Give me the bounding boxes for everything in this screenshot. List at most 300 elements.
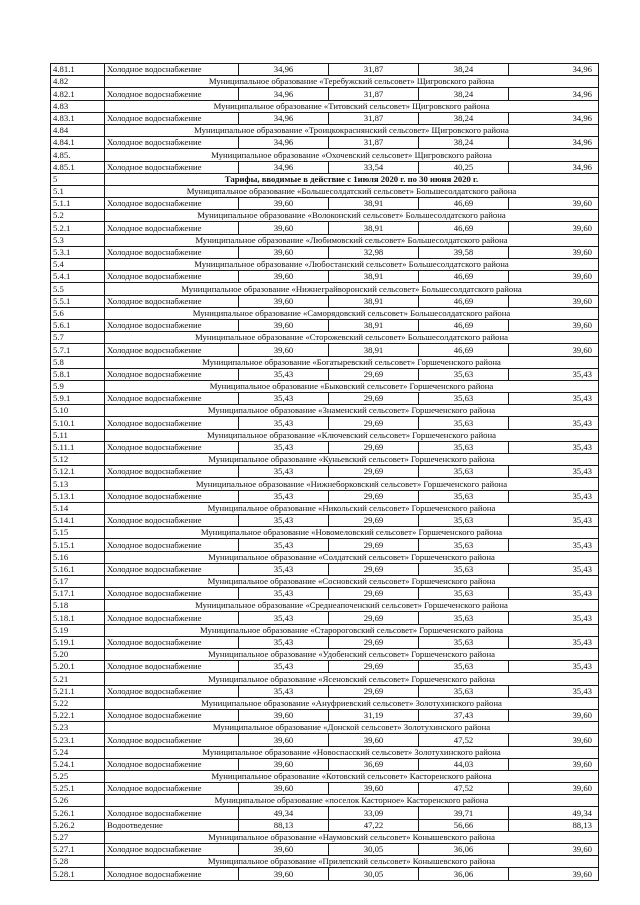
tariff-value-2: 29,69	[329, 466, 419, 478]
municipality-name: Муниципальное образование «Теребужский сельсовет» Щигровского района	[105, 76, 599, 88]
tariff-value-4: 34,96	[509, 161, 599, 173]
tariff-value-3: 35,63	[419, 466, 509, 478]
municipality-row	[51, 722, 599, 734]
tariff-row	[51, 137, 599, 149]
tariff-value-3: 39,71	[419, 807, 509, 819]
tariff-value-3: 56,66	[419, 819, 509, 831]
tariff-value-4: 39,60	[509, 734, 599, 746]
municipality-row	[51, 856, 599, 868]
tariff-value-1: 35,43	[239, 393, 329, 405]
tariff-value-1: 35,43	[239, 514, 329, 526]
row-number: 5.10	[51, 405, 105, 417]
municipality-row	[51, 380, 599, 392]
row-number: 5.7.1	[51, 344, 105, 356]
tariff-value-2: 38,91	[329, 344, 419, 356]
row-number: 5.5	[51, 283, 105, 295]
service-name: Холодное водоснабжение	[105, 295, 239, 307]
row-number: 5.16.1	[51, 563, 105, 575]
municipality-name: Муниципальное образование «Большесолдатский сельсовет» Большесолдатского района	[105, 185, 599, 197]
tariff-row	[51, 161, 599, 173]
tariff-value-1: 35,43	[239, 417, 329, 429]
tariff-row	[51, 685, 599, 697]
tariff-value-1: 34,96	[239, 112, 329, 124]
municipality-name: Муниципальное образование «Саморядовский сельсовет» Большесолдатского района	[105, 307, 599, 319]
tariff-value-4: 35,43	[509, 539, 599, 551]
tariff-row	[51, 783, 599, 795]
row-number: 5.13.1	[51, 490, 105, 502]
municipality-name: Муниципальное образование «Сосновский сельсовет» Горшеченского района	[105, 575, 599, 587]
tariff-value-1: 39,60	[239, 246, 329, 258]
tariff-value-2: 30,05	[329, 868, 419, 880]
tariff-value-1: 35,43	[239, 661, 329, 673]
tariff-value-2: 39,60	[329, 783, 419, 795]
tariff-row	[51, 844, 599, 856]
service-name: Холодное водоснабжение	[105, 64, 239, 76]
tariff-value-3: 35,63	[419, 563, 509, 575]
tariff-value-3: 40,25	[419, 161, 509, 173]
row-number: 5.7	[51, 332, 105, 344]
tariff-value-3: 36,06	[419, 868, 509, 880]
row-number: 4.82	[51, 76, 105, 88]
row-number: 5.22	[51, 697, 105, 709]
municipality-name: Муниципальное образование «Среднеапоченский сельсовет» Горшеченского района	[105, 600, 599, 612]
municipality-name: Муниципальное образование «Ясеновский сельсовет» Горшеченского района	[105, 673, 599, 685]
tariff-value-1: 35,43	[239, 441, 329, 453]
tariff-row	[51, 368, 599, 380]
service-name: Холодное водоснабжение	[105, 137, 239, 149]
row-number: 5.3	[51, 234, 105, 246]
row-number: 5.26	[51, 795, 105, 807]
tariff-value-1: 39,60	[239, 198, 329, 210]
tariff-row	[51, 246, 599, 258]
municipality-name: Муниципальное образование «Старороговский сельсовет» Горшеченского района	[105, 624, 599, 636]
tariff-value-3: 46,69	[419, 344, 509, 356]
row-number: 4.84	[51, 124, 105, 136]
municipality-row	[51, 831, 599, 843]
tariff-value-1: 49,34	[239, 807, 329, 819]
tariff-value-1: 35,43	[239, 685, 329, 697]
municipality-name: Муниципальное образование «Котовский сельсовет» Касторенского района	[105, 770, 599, 782]
tariff-value-2: 31,87	[329, 137, 419, 149]
tariff-value-4: 39,60	[509, 295, 599, 307]
row-number: 5.28	[51, 856, 105, 868]
tariff-value-2: 38,91	[329, 319, 419, 331]
row-number: 5.6.1	[51, 319, 105, 331]
tariff-row	[51, 709, 599, 721]
municipality-name: Муниципальное образование «Быковский сельсовет» Горшеченского района	[105, 380, 599, 392]
tariff-value-3: 47,52	[419, 734, 509, 746]
municipality-name: Муниципальное образование «Любостанский сельсовет» Большесолдатского района	[105, 259, 599, 271]
tariff-row	[51, 588, 599, 600]
row-number: 5.28.1	[51, 868, 105, 880]
service-name: Холодное водоснабжение	[105, 661, 239, 673]
row-number: 5.11.1	[51, 441, 105, 453]
row-number: 5.25.1	[51, 783, 105, 795]
tariff-value-4: 35,43	[509, 393, 599, 405]
tariff-value-4: 39,60	[509, 868, 599, 880]
row-number: 5.23	[51, 722, 105, 734]
tariff-value-4: 88,13	[509, 819, 599, 831]
tariff-row	[51, 344, 599, 356]
municipality-row	[51, 283, 599, 295]
tariff-value-2: 29,69	[329, 368, 419, 380]
municipality-row	[51, 210, 599, 222]
tariff-row	[51, 819, 599, 831]
service-name: Холодное водоснабжение	[105, 514, 239, 526]
row-number: 5.24.1	[51, 758, 105, 770]
service-name: Холодное водоснабжение	[105, 868, 239, 880]
municipality-row	[51, 429, 599, 441]
municipality-row	[51, 307, 599, 319]
municipality-row	[51, 575, 599, 587]
tariff-value-3: 39,58	[419, 246, 509, 258]
tariff-value-4: 39,60	[509, 198, 599, 210]
section-header-row	[51, 173, 599, 185]
tariff-row	[51, 758, 599, 770]
row-number: 5.19.1	[51, 636, 105, 648]
tariff-value-4: 35,43	[509, 368, 599, 380]
tariff-value-4: 39,60	[509, 709, 599, 721]
tariff-value-2: 29,69	[329, 588, 419, 600]
tariff-value-4: 39,60	[509, 246, 599, 258]
municipality-name: Муниципальное образование «Троицкокраснянский сельсовет» Щигровского района	[105, 124, 599, 136]
municipality-name: Муниципальное образование «Новомеловский сельсовет» Горшеченского района	[105, 527, 599, 539]
tariff-row	[51, 112, 599, 124]
tariff-value-2: 29,69	[329, 417, 419, 429]
municipality-row	[51, 551, 599, 563]
section-title: Тарифы, вводимые в действие с 1июля 2020 г. по 30 июня 2020 г.	[105, 173, 599, 185]
tariff-value-2: 31,87	[329, 64, 419, 76]
tariff-value-1: 35,43	[239, 563, 329, 575]
municipality-row	[51, 649, 599, 661]
service-name: Холодное водоснабжение	[105, 539, 239, 551]
service-name: Холодное водоснабжение	[105, 368, 239, 380]
tariff-value-4: 35,43	[509, 490, 599, 502]
service-name: Холодное водоснабжение	[105, 161, 239, 173]
row-number: 5.4.1	[51, 271, 105, 283]
row-number: 5.2.1	[51, 222, 105, 234]
row-number: 5.14	[51, 502, 105, 514]
tariff-value-2: 29,69	[329, 441, 419, 453]
row-number: 5.23.1	[51, 734, 105, 746]
tariff-value-4: 39,60	[509, 271, 599, 283]
tariff-value-3: 35,63	[419, 661, 509, 673]
tariff-value-3: 46,69	[419, 198, 509, 210]
service-name: Водоотведение	[105, 819, 239, 831]
tariff-value-3: 38,24	[419, 64, 509, 76]
row-number: 4.82.1	[51, 88, 105, 100]
service-name: Холодное водоснабжение	[105, 807, 239, 819]
row-number: 5.15.1	[51, 539, 105, 551]
tariff-row	[51, 868, 599, 880]
municipality-row	[51, 100, 599, 112]
tariff-value-1: 34,96	[239, 137, 329, 149]
tariff-value-1: 39,60	[239, 734, 329, 746]
tariff-value-3: 35,63	[419, 588, 509, 600]
tariff-value-1: 35,43	[239, 490, 329, 502]
tariff-value-1: 88,13	[239, 819, 329, 831]
tariff-value-3: 47,52	[419, 783, 509, 795]
row-number: 5.13	[51, 478, 105, 490]
tariff-table	[50, 63, 599, 881]
municipality-name: Муниципальное образование «Наумовский сельсовет» Конышевского района	[105, 831, 599, 843]
tariff-value-2: 29,69	[329, 563, 419, 575]
service-name: Холодное водоснабжение	[105, 112, 239, 124]
municipality-row	[51, 405, 599, 417]
row-number: 5.25	[51, 770, 105, 782]
municipality-name: Муниципальное образование «поселок Касторное» Касторенского района	[105, 795, 599, 807]
service-name: Холодное водоснабжение	[105, 198, 239, 210]
tariff-row	[51, 88, 599, 100]
tariff-value-1: 35,43	[239, 612, 329, 624]
row-number: 5.8.1	[51, 368, 105, 380]
tariff-value-4: 34,96	[509, 112, 599, 124]
municipality-row	[51, 697, 599, 709]
tariff-value-1: 39,60	[239, 344, 329, 356]
tariff-row	[51, 563, 599, 575]
tariff-value-1: 34,96	[239, 88, 329, 100]
service-name: Холодное водоснабжение	[105, 88, 239, 100]
tariff-row	[51, 441, 599, 453]
municipality-row	[51, 124, 599, 136]
tariff-row	[51, 612, 599, 624]
tariff-value-2: 39,60	[329, 734, 419, 746]
tariff-value-2: 29,69	[329, 636, 419, 648]
row-number: 5.20.1	[51, 661, 105, 673]
tariff-value-4: 35,43	[509, 441, 599, 453]
row-number: 4.85.1	[51, 161, 105, 173]
row-number: 5.18.1	[51, 612, 105, 624]
municipality-row	[51, 356, 599, 368]
tariff-value-1: 39,60	[239, 758, 329, 770]
municipality-row	[51, 502, 599, 514]
tariff-document	[50, 63, 598, 881]
tariff-value-4: 35,43	[509, 661, 599, 673]
municipality-row	[51, 259, 599, 271]
row-number: 5.26.2	[51, 819, 105, 831]
tariff-value-2: 29,69	[329, 685, 419, 697]
tariff-value-2: 47,22	[329, 819, 419, 831]
tariff-value-2: 38,91	[329, 222, 419, 234]
tariff-row	[51, 64, 599, 76]
row-number: 5.8	[51, 356, 105, 368]
tariff-value-4: 39,60	[509, 844, 599, 856]
service-name: Холодное водоснабжение	[105, 563, 239, 575]
row-number: 4.83	[51, 100, 105, 112]
row-number: 5.4	[51, 259, 105, 271]
row-number: 4.83.1	[51, 112, 105, 124]
municipality-row	[51, 673, 599, 685]
row-number: 4.81.1	[51, 64, 105, 76]
tariff-value-4: 39,60	[509, 758, 599, 770]
tariff-value-1: 39,60	[239, 783, 329, 795]
tariff-value-1: 34,96	[239, 161, 329, 173]
service-name: Холодное водоснабжение	[105, 588, 239, 600]
tariff-value-2: 29,69	[329, 514, 419, 526]
tariff-row	[51, 271, 599, 283]
row-number: 5.3.1	[51, 246, 105, 258]
row-number: 5.14.1	[51, 514, 105, 526]
service-name: Холодное водоснабжение	[105, 246, 239, 258]
row-number: 5.18	[51, 600, 105, 612]
service-name: Холодное водоснабжение	[105, 709, 239, 721]
tariff-value-1: 35,43	[239, 636, 329, 648]
tariff-row	[51, 490, 599, 502]
tariff-value-2: 32,98	[329, 246, 419, 258]
tariff-row	[51, 661, 599, 673]
tariff-value-2: 31,87	[329, 112, 419, 124]
row-number: 5.11	[51, 429, 105, 441]
tariff-row	[51, 417, 599, 429]
tariff-value-3: 35,63	[419, 612, 509, 624]
tariff-value-4: 35,43	[509, 514, 599, 526]
tariff-value-2: 36,69	[329, 758, 419, 770]
row-number: 5.26.1	[51, 807, 105, 819]
row-number: 5.15	[51, 527, 105, 539]
tariff-value-2: 31,87	[329, 88, 419, 100]
tariff-value-1: 35,43	[239, 368, 329, 380]
municipality-row	[51, 76, 599, 88]
row-number: 5.20	[51, 649, 105, 661]
tariff-value-1: 35,43	[239, 588, 329, 600]
tariff-value-3: 35,63	[419, 368, 509, 380]
tariff-value-3: 44,03	[419, 758, 509, 770]
tariff-value-2: 33,54	[329, 161, 419, 173]
tariff-value-2: 29,69	[329, 393, 419, 405]
municipality-row	[51, 746, 599, 758]
row-number: 5.10.1	[51, 417, 105, 429]
municipality-name: Муниципальное образование «Прилепский сельсовет» Конышевского района	[105, 856, 599, 868]
tariff-row	[51, 198, 599, 210]
service-name: Холодное водоснабжение	[105, 734, 239, 746]
tariff-value-1: 39,60	[239, 868, 329, 880]
tariff-value-3: 46,69	[419, 222, 509, 234]
tariff-value-4: 35,43	[509, 636, 599, 648]
row-number: 5.2	[51, 210, 105, 222]
tariff-value-4: 39,60	[509, 783, 599, 795]
service-name: Холодное водоснабжение	[105, 271, 239, 283]
service-name: Холодное водоснабжение	[105, 612, 239, 624]
tariff-row	[51, 807, 599, 819]
row-number: 5.17	[51, 575, 105, 587]
row-number: 5.27	[51, 831, 105, 843]
row-number: 5.1.1	[51, 198, 105, 210]
tariff-value-4: 34,96	[509, 64, 599, 76]
tariff-value-2: 30,05	[329, 844, 419, 856]
municipality-row	[51, 149, 599, 161]
tariff-row	[51, 466, 599, 478]
tariff-value-4: 35,43	[509, 466, 599, 478]
row-number: 5.22.1	[51, 709, 105, 721]
tariff-value-1: 39,60	[239, 319, 329, 331]
tariff-value-1: 39,60	[239, 844, 329, 856]
municipality-name: Муниципальное образование «Ануфриевский сельсовет» Золотухинского района	[105, 697, 599, 709]
tariff-value-3: 35,63	[419, 514, 509, 526]
tariff-value-3: 35,63	[419, 539, 509, 551]
tariff-value-3: 35,63	[419, 490, 509, 502]
tariff-value-4: 35,43	[509, 612, 599, 624]
municipality-name: Муниципальное образование «Титовский сельсовет» Щигровского района	[105, 100, 599, 112]
tariff-value-2: 38,91	[329, 198, 419, 210]
service-name: Холодное водоснабжение	[105, 417, 239, 429]
tariff-value-2: 29,69	[329, 539, 419, 551]
service-name: Холодное водоснабжение	[105, 466, 239, 478]
tariff-value-3: 37,43	[419, 709, 509, 721]
municipality-name: Муниципальное образование «Знаменский сельсовет» Горшеченского района	[105, 405, 599, 417]
tariff-value-3: 36,06	[419, 844, 509, 856]
service-name: Холодное водоснабжение	[105, 441, 239, 453]
tariff-value-3: 38,24	[419, 137, 509, 149]
municipality-name: Муниципальное образование «Сторожевский сельсовет» Большесолдатского района	[105, 332, 599, 344]
row-number: 5.9.1	[51, 393, 105, 405]
row-number: 4.84.1	[51, 137, 105, 149]
row-number: 5.1	[51, 185, 105, 197]
service-name: Холодное водоснабжение	[105, 636, 239, 648]
tariff-value-3: 46,69	[419, 295, 509, 307]
service-name: Холодное водоснабжение	[105, 844, 239, 856]
municipality-row	[51, 185, 599, 197]
section-number: 5	[51, 173, 105, 185]
tariff-value-2: 33,09	[329, 807, 419, 819]
tariff-value-3: 35,63	[419, 441, 509, 453]
municipality-row	[51, 770, 599, 782]
tariff-value-3: 46,69	[419, 271, 509, 283]
municipality-name: Муниципальное образование «Никольский сельсовет» Горшеченского района	[105, 502, 599, 514]
municipality-name: Муниципальное образование «Донской сельсовет» Золотухинского района	[105, 722, 599, 734]
tariff-value-4: 35,43	[509, 563, 599, 575]
municipality-row	[51, 234, 599, 246]
tariff-value-4: 39,60	[509, 344, 599, 356]
tariff-value-4: 34,96	[509, 137, 599, 149]
row-number: 5.21	[51, 673, 105, 685]
tariff-value-4: 34,96	[509, 88, 599, 100]
municipality-name: Муниципальное образование «Богатыревский сельсовет» Горшеченского района	[105, 356, 599, 368]
service-name: Холодное водоснабжение	[105, 783, 239, 795]
row-number: 5.9	[51, 380, 105, 392]
tariff-value-4: 35,43	[509, 588, 599, 600]
municipality-name: Муниципальное образование «Удобенский сельсовет» Горшеченского района	[105, 649, 599, 661]
tariff-row	[51, 393, 599, 405]
tariff-value-4: 39,60	[509, 222, 599, 234]
tariff-value-1: 39,60	[239, 709, 329, 721]
tariff-value-3: 46,69	[419, 319, 509, 331]
row-number: 5.12	[51, 454, 105, 466]
municipality-name: Муниципальное образование «Куньевский сельсовет» Горшеченского района	[105, 454, 599, 466]
tariff-value-3: 35,63	[419, 417, 509, 429]
tariff-value-1: 35,43	[239, 466, 329, 478]
tariff-value-2: 38,91	[329, 271, 419, 283]
tariff-value-2: 29,69	[329, 661, 419, 673]
tariff-value-4: 35,43	[509, 685, 599, 697]
municipality-row	[51, 454, 599, 466]
municipality-name: Муниципальное образование «Новоспасский сельсовет» Золотухинского района	[105, 746, 599, 758]
service-name: Холодное водоснабжение	[105, 319, 239, 331]
tariff-value-2: 29,69	[329, 612, 419, 624]
tariff-row	[51, 222, 599, 234]
municipality-name: Муниципальное образование «Охочевский сельсовет» Щигровского района	[105, 149, 599, 161]
tariff-value-3: 35,63	[419, 393, 509, 405]
tariff-value-4: 39,60	[509, 319, 599, 331]
service-name: Холодное водоснабжение	[105, 685, 239, 697]
tariff-value-1: 39,60	[239, 222, 329, 234]
service-name: Холодное водоснабжение	[105, 758, 239, 770]
tariff-row	[51, 514, 599, 526]
service-name: Холодное водоснабжение	[105, 490, 239, 502]
tariff-value-3: 35,63	[419, 636, 509, 648]
tariff-value-2: 31,19	[329, 709, 419, 721]
municipality-row	[51, 795, 599, 807]
municipality-row	[51, 527, 599, 539]
